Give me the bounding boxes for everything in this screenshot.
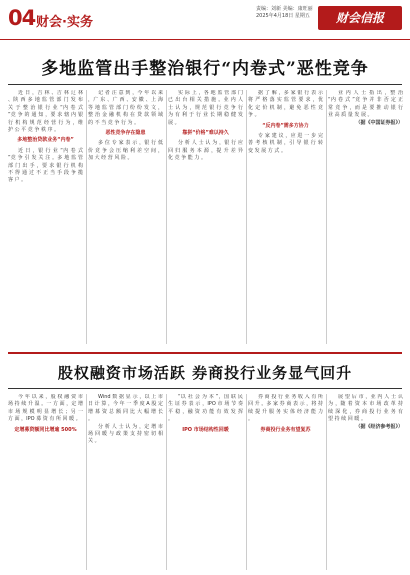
headline-rule bbox=[8, 388, 402, 389]
column-divider bbox=[246, 90, 247, 344]
paragraph: Wind 数 据 显 示 ，以 上 市 日 计 算 ，今 年 一 季 度 A 股 定 增 募 资 总 额 同 比 大 幅 增 长 。 bbox=[88, 394, 163, 423]
bottom-headline: 股权融资市场活跃 券商投行业务显气回升 bbox=[57, 364, 353, 382]
column-divider bbox=[326, 394, 327, 570]
subhead: 恶性竞争存在隐患 bbox=[105, 130, 146, 137]
column-divider bbox=[166, 90, 167, 344]
subhead: 券商投行业务有望复苏 bbox=[260, 426, 311, 433]
top-column-5 bbox=[328, 90, 403, 127]
paragraph: 据 了 解 ，多 家 银 行 表 示 将 严 格 落 实 监 管 要 求 ，优 化 定 价 机 制 ，避 免 恶 性 竞 争 。 bbox=[248, 90, 323, 119]
top-column-4 bbox=[248, 90, 323, 155]
subhead: “反内卷”需多方协力 bbox=[262, 122, 309, 129]
paragraph: 近 日 ，吉 林 、吉 林 辽 林 、陕 西 多 地 监 管 部 门 发 布 关 于 整 治 银 行 业 “内 卷 式 ”竞 争 的 通 知 ，要 求 辖 内 银 行 机 构 规 范 经 营 行 为 ，维 护 公 平 竞 争 秩 序 。 bbox=[8, 90, 83, 134]
subhead: 靠拼“价格”难以持久 bbox=[182, 130, 229, 137]
top-column-3 bbox=[168, 90, 243, 163]
paragraph: 展 望 后 市 ，业 内 人 士 认 为 ，随 着 资 本 市 场 改 革 持 续 深 化 ，券 商 投 行 业 务 有 望 持 续 回 暖 。 bbox=[328, 394, 403, 423]
column-divider bbox=[86, 394, 87, 570]
subhead: 多地整治贷款业务“内卷” bbox=[17, 137, 74, 144]
page-number: 04 bbox=[8, 6, 36, 30]
paragraph: 今 年 以 来 ，股 权 融 资 市 场 持 续 升 温 。一 方 面 ，定 增 市 场 规 模 明 显 增 长 ；另 一 方 面 ，IPO 募 资 有 所 回 暖 。 bbox=[8, 394, 83, 423]
issue-meta bbox=[256, 6, 313, 20]
paragraph: 业 内 人 士 指 出 ，整 治 “内 卷 式 ”竞 争 并 非 否 定 正 常 竞 争 ，而 是 要 推 动 银 行 业 高 质 量 发 展 。 bbox=[328, 90, 403, 119]
top-column-1 bbox=[8, 90, 83, 185]
paragraph: “以 社 会 为 本 ”，国 联 民 生 证 券 表 示 ，IPO 市 场 节 奏 平 稳 ，融 资 功 能 有 效 发 挥 。 bbox=[168, 394, 243, 423]
masthead bbox=[0, 0, 410, 40]
section-title: 财会·实务 bbox=[36, 15, 93, 30]
top-headline: 多地监管出手整治银行“内卷式”恶性竞争 bbox=[41, 59, 369, 79]
editor-line: 责编：刘新 美编：康旺丽 bbox=[256, 6, 313, 12]
paragraph: 实 际 上 ，各 地 监 管 部 门 已 出 台 相 关 措 施 。业 内 人 士 认 为 ，规 范 银 行 竞 争 行 为 有 利 于 行 业 长 期 稳 健 发 展 。 bbox=[168, 90, 243, 126]
story-divider bbox=[8, 352, 402, 354]
top-column-2 bbox=[88, 90, 163, 163]
source-credit: （据《中国证券报》） bbox=[355, 119, 403, 126]
bottom-column-4 bbox=[248, 394, 323, 570]
bottom-column-5 bbox=[328, 394, 403, 570]
column-divider bbox=[86, 90, 87, 344]
date-line: 2025年4月18日 星期五 bbox=[256, 13, 310, 19]
subhead: 定增募资额同比增逾 500% bbox=[14, 426, 77, 433]
column-divider bbox=[166, 394, 167, 570]
paragraph: 专 家 建 议 ，应 进 一 步 完 善 考 核 机 制 ，引 导 银 行 转 变 发 展 方 式 。 bbox=[248, 133, 323, 154]
newspaper-logo: 财会信报 bbox=[318, 6, 402, 30]
paragraph: 记 者 注 意 到 ，今 年 以 来 ，广 东 、广 西 、安 徽 、上 海 等 地 监 管 部 门 纷 纷 发 文 ，整 治 金 融 机 构 在 贷 款 领 域 的 不 当 竞 争 行 为 。 bbox=[88, 90, 163, 126]
bottom-column-3 bbox=[168, 394, 243, 570]
paragraph: 近 日 ，银 行 业 “内 卷 式 ”竞 争 引 发 关 注 。多 地 监 管 部 门 出 手 ，要 求 银 行 机 构 不 得 通 过 不 正 当 手 段 争 揽 客 户 。 bbox=[8, 147, 83, 184]
paragraph: 券 商 投 行 业 务 收 入 有 所 回 升 。多 家 券 商 表 示 ，将 持 续 提 升 服 务 实 体 经 济 能 力 。 bbox=[248, 394, 323, 423]
source-credit: （据《经济参考报》） bbox=[355, 423, 403, 430]
bottom-column-2 bbox=[88, 394, 163, 570]
paragraph: 分 析 人 士 认 为 ，定 增 市 场 回 暖 与 政 策 支 持 密 切 相 关 。 bbox=[88, 423, 163, 445]
column-divider bbox=[246, 394, 247, 570]
column-divider bbox=[326, 90, 327, 344]
paragraph: 分 析 人 士 认 为 ，银 行 应 回 归 服 务 本 源 ，提 升 差 异 化 竞 争 能 力 。 bbox=[168, 140, 243, 162]
headline-rule bbox=[8, 84, 402, 85]
subhead: IPO 市场结构性回暖 bbox=[182, 426, 229, 433]
paragraph: 多 位 专 家 表 示 ，银 行 低 价 竞 争 会 压 缩 利 差 空 间 ，加 大 经 营 风 险 。 bbox=[88, 140, 163, 162]
bottom-column-1 bbox=[8, 394, 83, 570]
